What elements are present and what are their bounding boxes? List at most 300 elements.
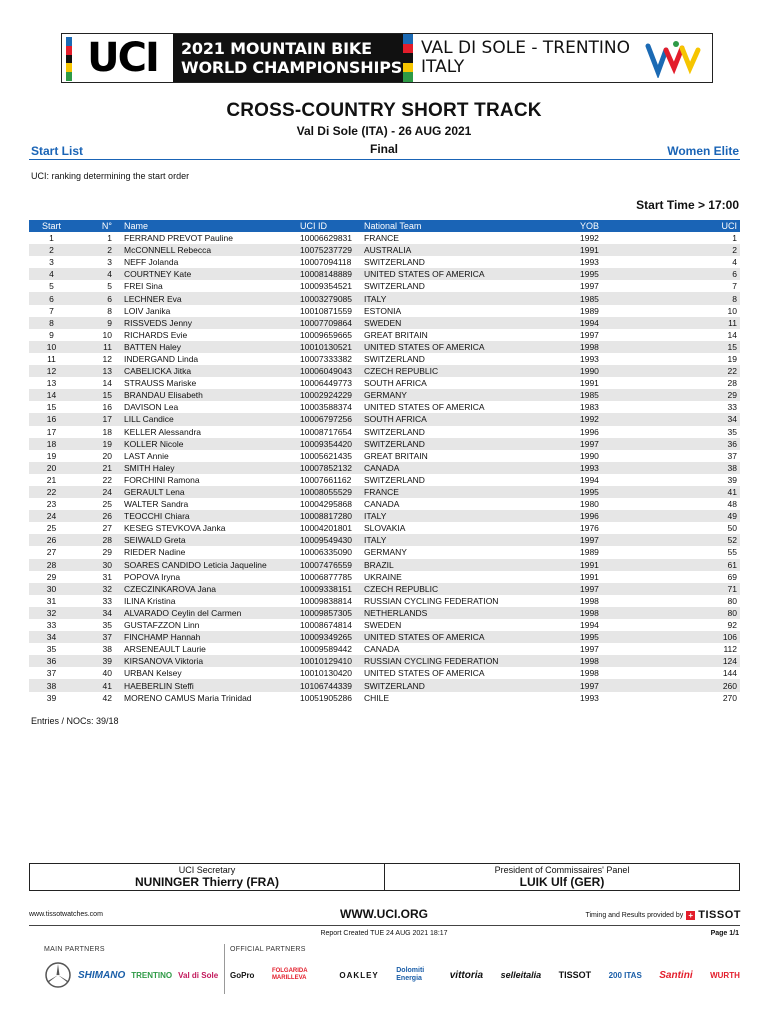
partner-logo: FOLGARIDA MARILLEVA	[271, 968, 308, 981]
cell-uci-id: 10007661162	[300, 474, 352, 485]
cell-start: 2	[29, 244, 74, 256]
table-row	[29, 292, 740, 304]
cell-uci-rank: 4	[732, 257, 737, 268]
cell-start: 16	[29, 413, 74, 425]
uci-logo-text: UCI	[87, 35, 158, 81]
table-row	[29, 679, 740, 691]
cell-yob: 1989	[580, 305, 599, 316]
cell-uci-id: 10006049043	[298, 365, 362, 377]
cell-start: 5	[49, 281, 54, 292]
cell-yob: 1998	[580, 595, 599, 606]
cell-national-team: SOUTH AFRICA	[362, 413, 578, 425]
partner-logo: 200 ITAS	[608, 970, 642, 980]
table-row	[29, 619, 740, 631]
cell-bib: 13	[74, 365, 118, 377]
table-row	[29, 280, 740, 292]
table-row	[29, 486, 740, 498]
cell-uci-rank: 33	[727, 402, 737, 413]
cell-bib: 9	[74, 317, 118, 329]
cell-bib: 20	[102, 450, 112, 461]
cell-national-team: UNITED STATES OF AMERICA	[362, 341, 578, 353]
cell-national-team: SWITZERLAND	[364, 281, 425, 292]
cell-name: KOLLER Nicole	[118, 438, 298, 450]
cell-yob: 1991	[578, 559, 668, 571]
main-partners-label: MAIN PARTNERS	[44, 946, 105, 953]
cell-uci-id: 10008717654	[300, 426, 353, 437]
col-header-start: Start	[29, 220, 74, 232]
cell-bib: 29	[102, 547, 112, 558]
table-row	[29, 401, 740, 413]
cell-uci-rank: 144	[722, 668, 737, 679]
cell-yob: 1994	[578, 317, 668, 329]
cell-national-team: GERMANY	[362, 389, 578, 401]
cell-name: BRANDAU Elisabeth	[118, 389, 298, 401]
cell-bib: 24	[74, 486, 118, 498]
cell-bib: 1	[107, 233, 112, 244]
cell-uci-rank: 8	[668, 292, 740, 304]
cell-uci-id: 10002924229	[298, 389, 362, 401]
cell-start: 33	[46, 620, 57, 631]
cell-uci-rank: 15	[668, 341, 740, 353]
main-partners	[44, 960, 222, 990]
cell-name: SMITH Haley	[118, 462, 298, 474]
page-title: CROSS-COUNTRY SHORT TRACK	[226, 100, 542, 121]
cell-uci-id: 10009659665	[300, 329, 353, 340]
timing-label: Timing and Results provided by	[585, 911, 684, 919]
cell-yob: 1997	[580, 644, 599, 655]
cell-bib: 11	[74, 341, 118, 353]
cell-uci-rank: 55	[727, 547, 737, 558]
table-row	[29, 317, 740, 329]
cell-uci-rank: 124	[668, 655, 740, 667]
cell-name: SOARES CANDIDO Leticia Jaqueline	[118, 559, 298, 571]
col-header-uci-id: UCI ID	[298, 220, 362, 232]
cell-start: 20	[29, 462, 74, 474]
partner-logo: WURTH	[710, 970, 740, 980]
cell-start: 7	[49, 305, 54, 316]
cell-start: 10	[29, 341, 74, 353]
cell-bib: 37	[74, 631, 118, 643]
cell-uci-rank: 38	[668, 462, 740, 474]
table-row	[29, 232, 740, 244]
cell-bib: 8	[107, 305, 112, 316]
cell-yob: 1996	[580, 426, 599, 437]
cell-yob: 1994	[580, 620, 599, 631]
val-di-sole-logo-icon	[644, 38, 704, 78]
cell-national-team: SWITZERLAND	[364, 426, 425, 437]
col-header-name: Name	[118, 220, 298, 232]
cell-yob: 1997	[578, 679, 668, 691]
table-row	[29, 268, 740, 280]
official-role: President of Commissaires' Panel	[494, 865, 630, 875]
uci-logo	[62, 34, 173, 82]
cell-uci-id: 10004201801	[300, 523, 353, 534]
cell-uci-id: 10004295868	[300, 499, 353, 510]
official-partners	[230, 960, 740, 990]
cell-national-team: UNITED STATES OF AMERICA	[364, 668, 485, 679]
table-header-row	[29, 220, 740, 232]
table-row	[29, 450, 740, 462]
cell-start: 23	[46, 499, 57, 510]
cell-uci-rank: 48	[727, 499, 737, 510]
cell-start: 36	[29, 655, 74, 667]
cell-bib: 17	[74, 413, 118, 425]
cell-name: FORCHINI Ramona	[124, 474, 200, 485]
round-label: Final	[369, 142, 398, 156]
cell-uci-id: 10009838814	[300, 595, 353, 606]
event-banner	[61, 33, 713, 83]
cell-start: 21	[46, 474, 57, 485]
cell-national-team: SWEDEN	[364, 620, 402, 631]
table-row	[29, 353, 740, 365]
cell-uci-id: 10008055529	[298, 486, 362, 498]
cell-start: 18	[29, 438, 74, 450]
tissot-cross-icon: +	[686, 911, 695, 920]
cell-start: 39	[46, 692, 57, 703]
cell-national-team: ITALY	[362, 292, 578, 304]
table-row	[29, 595, 740, 607]
cell-uci-rank: 36	[668, 438, 740, 450]
official-secretary	[30, 864, 384, 890]
event-name	[173, 34, 403, 82]
cell-uci-id: 10008817280	[298, 510, 362, 522]
cell-start: 4	[29, 268, 74, 280]
cell-yob: 1990	[580, 450, 599, 461]
cell-national-team: SOUTH AFRICA	[364, 378, 427, 389]
cell-bib: 34	[74, 607, 118, 619]
cell-name: SEIWALD Greta	[118, 534, 298, 546]
report-created: Report Created TUE 24 AUG 2021 18:17	[320, 930, 448, 937]
cell-uci-rank: 34	[668, 413, 740, 425]
cell-name: RIEDER Nadine	[124, 547, 186, 558]
cell-yob: 1991	[580, 378, 599, 389]
event-location-date: Val Di Sole (ITA) - 26 AUG 2021	[296, 124, 472, 138]
cell-national-team: NETHERLANDS	[362, 607, 578, 619]
table-row	[29, 522, 740, 534]
cell-bib: 32	[74, 583, 118, 595]
official-role: UCI Secretary	[178, 865, 236, 875]
cell-name: ARSENEAULT Laurie	[124, 644, 206, 655]
uci-website-link[interactable]: WWW.UCI.ORG	[340, 907, 428, 921]
table-row	[29, 329, 740, 341]
event-name-line1: 2021 MOUNTAIN BIKE	[181, 39, 372, 58]
cell-uci-id: 10009857305	[298, 607, 362, 619]
cell-yob: 1976	[580, 523, 599, 534]
cell-bib: 35	[102, 620, 112, 631]
table-row	[29, 474, 740, 486]
cell-uci-id: 10009338151	[298, 583, 362, 595]
cell-start: 8	[29, 317, 74, 329]
cell-national-team: SWITZERLAND	[364, 257, 425, 268]
cell-uci-id: 10006449773	[300, 378, 353, 389]
cell-national-team: CZECH REPUBLIC	[362, 583, 578, 595]
cell-name: GERAULT Lena	[118, 486, 298, 498]
cell-bib: 22	[102, 474, 112, 485]
cell-name: POPOVA Iryna	[124, 571, 181, 582]
cell-uci-id: 10005621435	[300, 450, 353, 461]
cell-uci-rank: 6	[668, 268, 740, 280]
cell-yob: 1995	[578, 268, 668, 280]
tissot-website-link[interactable]: www.tissotwatches.com	[29, 911, 103, 918]
cell-start: 27	[46, 547, 57, 558]
cell-name: KIRSANOVA Viktoria	[118, 655, 298, 667]
cell-bib: 15	[74, 389, 118, 401]
cell-name: URBAN Kelsey	[124, 668, 182, 679]
official-president	[384, 864, 739, 890]
table-row	[29, 643, 740, 655]
cell-yob: 1993	[580, 257, 599, 268]
timing-brand: TISSOT	[698, 909, 741, 921]
cell-national-team: SWITZERLAND	[364, 474, 425, 485]
cell-start: 15	[46, 402, 57, 413]
cell-national-team: UNITED STATES OF AMERICA	[364, 402, 485, 413]
cell-bib: 28	[74, 534, 118, 546]
cell-uci-id: 10051905286	[300, 692, 353, 703]
cell-start: 37	[46, 668, 57, 679]
cell-uci-rank: 7	[732, 281, 737, 292]
cell-uci-rank: 270	[722, 692, 737, 703]
table-row	[29, 546, 740, 558]
cell-bib: 16	[102, 402, 112, 413]
cell-national-team: AUSTRALIA	[362, 244, 578, 256]
cell-start: 11	[47, 353, 56, 364]
cell-uci-rank: 29	[668, 389, 740, 401]
cell-start: 19	[46, 450, 57, 461]
cell-uci-rank: 10	[727, 305, 737, 316]
table-row	[29, 462, 740, 474]
cell-yob: 1993	[578, 462, 668, 474]
cell-uci-rank: 52	[668, 534, 740, 546]
partner-logo: TRENTINO	[131, 970, 173, 980]
cell-uci-id: 10008674814	[300, 620, 353, 631]
cell-name: LILL Candice	[118, 413, 298, 425]
table-row	[29, 413, 740, 425]
table-row	[29, 571, 740, 583]
cell-name: TEOCCHI Chiara	[118, 510, 298, 522]
cell-uci-id: 10006877785	[300, 571, 353, 582]
cell-start: 13	[46, 378, 57, 389]
event-name-line2: WORLD CHAMPIONSHIPS	[181, 58, 403, 77]
cell-uci-rank: 35	[727, 426, 737, 437]
cell-bib: 5	[107, 281, 112, 292]
table-body	[29, 232, 740, 704]
cell-name: RISSVEDS Jenny	[118, 317, 298, 329]
cell-yob: 1998	[580, 668, 599, 679]
table-row	[29, 256, 740, 268]
cell-uci-id: 10007709864	[298, 317, 362, 329]
cell-uci-id: 10007333382	[300, 353, 353, 364]
rainbow-bar	[403, 34, 413, 82]
cell-uci-rank: 14	[727, 329, 737, 340]
cell-bib: 41	[74, 679, 118, 691]
cell-national-team: RUSSIAN CYCLING FEDERATION	[364, 595, 499, 606]
cell-yob: 1991	[580, 571, 599, 582]
official-name: LUIK Ulf (GER)	[519, 875, 605, 889]
cell-bib: 30	[74, 559, 118, 571]
cell-uci-id: 10106744339	[298, 679, 362, 691]
cell-uci-id: 10003588374	[300, 402, 353, 413]
cell-bib: 19	[74, 438, 118, 450]
cell-name: NEFF Jolanda	[124, 257, 179, 268]
table-row	[29, 510, 740, 522]
cell-bib: 26	[74, 510, 118, 522]
table-row	[29, 426, 740, 438]
cell-name: COURTNEY Kate	[118, 268, 298, 280]
cell-uci-rank: 1	[732, 233, 737, 244]
cell-start: 28	[29, 559, 74, 571]
cell-yob: 1995	[578, 631, 668, 643]
table-row	[29, 377, 740, 389]
cell-bib: 3	[107, 257, 112, 268]
cell-bib: 40	[102, 668, 112, 679]
partner-logo: GoPro	[230, 970, 255, 980]
cell-name: FINCHAMP Hannah	[118, 631, 298, 643]
cell-yob: 1998	[578, 607, 668, 619]
cell-name: LECHNER Eva	[118, 292, 298, 304]
cell-national-team: CANADA	[364, 499, 400, 510]
table-row	[29, 305, 740, 317]
venue-line2: ITALY	[421, 57, 465, 77]
cell-name: MORENO CAMUS Maria Trinidad	[124, 692, 252, 703]
cell-yob: 1985	[578, 292, 668, 304]
cell-uci-id: 10009589442	[300, 644, 353, 655]
entries-count: Entries / NOCs: 39/18	[31, 716, 119, 726]
cell-start: 9	[49, 329, 54, 340]
col-header-national-team: National Team	[362, 220, 578, 232]
cell-bib: 27	[102, 523, 112, 534]
ranking-note: UCI: ranking determining the start order	[31, 171, 190, 181]
cell-uci-id: 10009354521	[300, 281, 353, 292]
cell-uci-id: 10010129410	[298, 655, 362, 667]
partner-logo: vittoria	[449, 969, 484, 981]
list-type-label: Start List	[31, 144, 84, 158]
venue-line1: VAL DI SOLE - TRENTINO	[421, 38, 631, 58]
cell-name: CABELICKA Jitka	[118, 365, 298, 377]
cell-national-team: RUSSIAN CYCLING FEDERATION	[362, 655, 578, 667]
cell-uci-rank: 41	[668, 486, 740, 498]
cell-yob: 1997	[578, 438, 668, 450]
cell-uci-rank: 2	[668, 244, 740, 256]
cell-name: LOIV Janika	[124, 305, 171, 316]
cell-bib: 31	[102, 571, 112, 582]
cell-name: WALTER Sandra	[124, 499, 189, 510]
cell-national-team: GERMANY	[364, 547, 407, 558]
cell-name: DAVISON Lea	[124, 402, 179, 413]
cell-start: 1	[49, 233, 54, 244]
table-row	[29, 655, 740, 667]
cell-uci-rank: 92	[727, 620, 737, 631]
table-row	[29, 244, 740, 256]
cell-yob: 1994	[580, 474, 599, 485]
cell-start: 6	[29, 292, 74, 304]
partner-logo: TISSOT	[558, 970, 592, 980]
table-row	[29, 365, 740, 377]
timing-credit	[585, 909, 741, 921]
cell-uci-id: 10009549430	[298, 534, 362, 546]
cell-uci-rank: 61	[668, 559, 740, 571]
cell-national-team: FRANCE	[362, 486, 578, 498]
cell-bib: 42	[102, 692, 112, 703]
cell-national-team: FRANCE	[364, 233, 399, 244]
cell-bib: 6	[74, 292, 118, 304]
cell-uci-id: 10006797256	[298, 413, 362, 425]
cell-yob: 1985	[578, 389, 668, 401]
cell-yob: 1990	[578, 365, 668, 377]
cell-yob: 1996	[578, 510, 668, 522]
cell-yob: 1997	[580, 329, 599, 340]
cell-national-team: ESTONIA	[364, 305, 402, 316]
cell-yob: 1998	[578, 341, 668, 353]
cell-uci-id: 10010871559	[300, 305, 353, 316]
start-time: Start Time > 17:00	[636, 198, 739, 212]
page-number: Page 1/1	[710, 930, 739, 937]
cell-bib: 12	[102, 353, 112, 364]
cell-bib: 25	[102, 499, 112, 510]
uci-rainbow-stripes	[66, 37, 72, 81]
cell-start: 30	[29, 583, 74, 595]
cell-name: STRAUSS Mariske	[124, 378, 197, 389]
partner-logo: OAKLEY	[339, 970, 379, 980]
cell-uci-rank: 11	[668, 317, 740, 329]
cell-uci-rank: 19	[727, 353, 737, 364]
cell-uci-rank: 80	[668, 607, 740, 619]
cell-start: 12	[29, 365, 74, 377]
cell-national-team: SWEDEN	[362, 317, 578, 329]
cell-national-team: GREAT BRITAIN	[364, 450, 428, 461]
cell-start: 32	[29, 607, 74, 619]
cell-uci-id: 10008148889	[298, 268, 362, 280]
cell-national-team: CZECH REPUBLIC	[362, 365, 578, 377]
cell-start: 34	[29, 631, 74, 643]
cell-start: 38	[29, 679, 74, 691]
cell-uci-rank: 50	[727, 523, 737, 534]
cell-uci-id: 10009354420	[298, 438, 362, 450]
cell-uci-rank: 69	[727, 571, 737, 582]
table-row	[29, 607, 740, 619]
start-list-table	[29, 220, 740, 704]
cell-start: 3	[49, 257, 54, 268]
cell-yob: 1997	[578, 583, 668, 595]
cell-yob: 1992	[580, 233, 599, 244]
cell-bib: 21	[74, 462, 118, 474]
cell-name: McCONNELL Rebecca	[118, 244, 298, 256]
cell-uci-id: 10003279085	[298, 292, 362, 304]
cell-yob: 1983	[580, 402, 599, 413]
partner-logo: SHIMANO	[78, 969, 126, 981]
cell-national-team: CANADA	[364, 644, 400, 655]
mercedes-star-icon	[44, 961, 72, 989]
cell-uci-rank: 39	[727, 474, 737, 485]
cell-national-team: SWITZERLAND	[362, 438, 578, 450]
cell-uci-rank: 37	[727, 450, 737, 461]
col-header-yob: YOB	[578, 220, 668, 232]
partner-logo: Santini	[659, 969, 693, 981]
table-row	[29, 438, 740, 450]
venue	[413, 34, 712, 82]
cell-name: CZECZINKAROVA Jana	[118, 583, 298, 595]
cell-bib: 14	[102, 378, 112, 389]
cell-uci-id: 10010130420	[300, 668, 353, 679]
cell-bib: 4	[74, 268, 118, 280]
cell-name: HAEBERLIN Steffi	[118, 679, 298, 691]
cell-uci-id: 10007476559	[298, 559, 362, 571]
cell-yob: 1997	[578, 534, 668, 546]
cell-start: 26	[29, 534, 74, 546]
cell-national-team: ITALY	[362, 534, 578, 546]
partner-logo: Dolomiti Energia	[396, 967, 425, 982]
cell-national-team: UNITED STATES OF AMERICA	[362, 631, 578, 643]
table-row	[29, 389, 740, 401]
